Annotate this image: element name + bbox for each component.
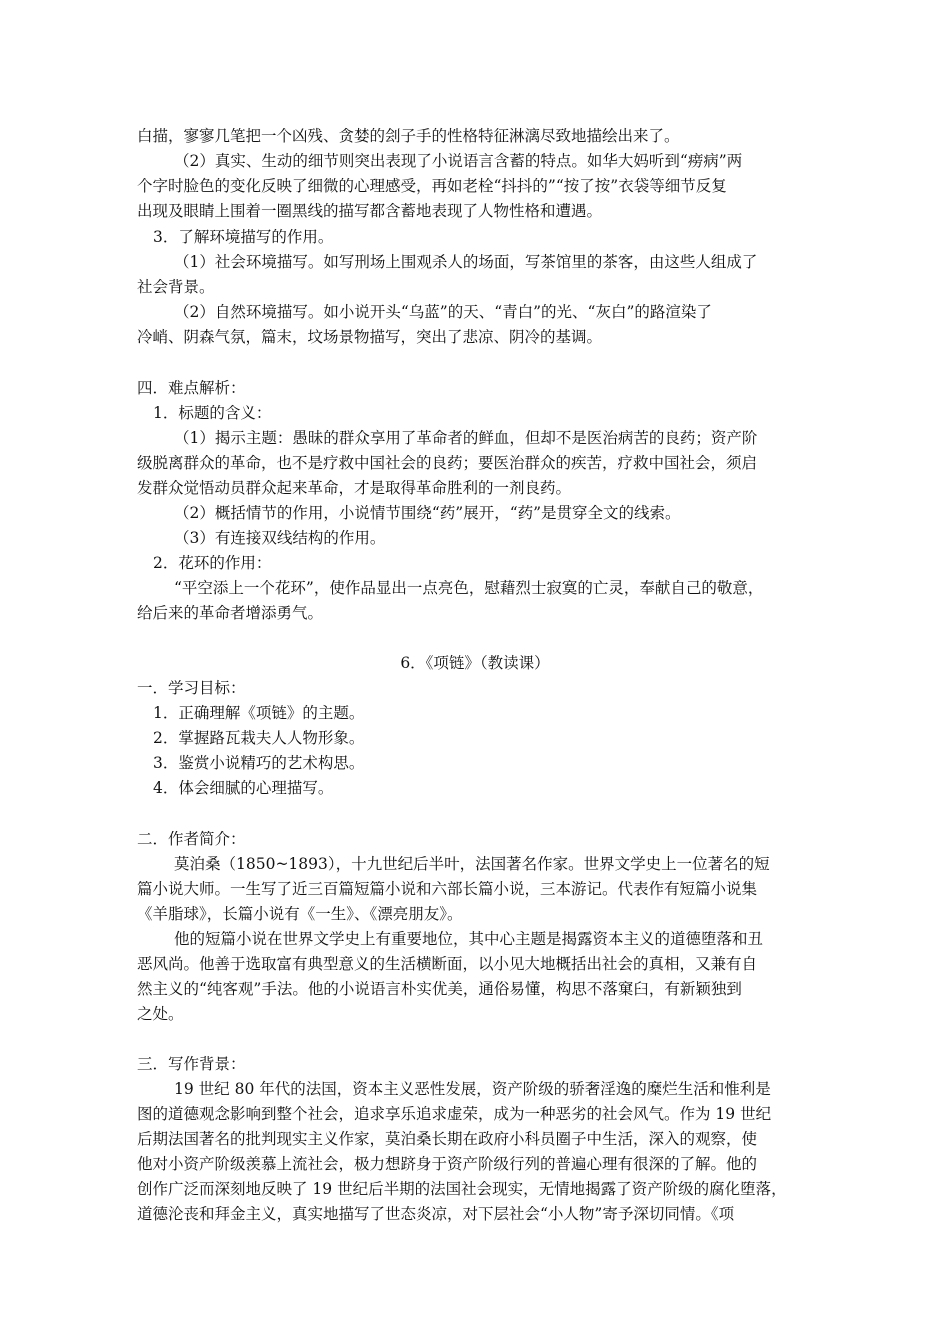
paragraph-line: 图的道德观念影响到整个社会，追求享乐追求虚荣，成为一种恶劣的社会风气。作为 19 世纪 xyxy=(137,1105,772,1123)
paragraph-line: 冷峭、阴森气氛，篇末，坟场景物描写，突出了悲凉、阴冷的基调。 xyxy=(137,328,603,346)
paragraph-line: 创作广泛而深刻地反映了 19 世纪后半期的法国社会现实，无情地揭露了资产阶级的腐化堕落， xyxy=(137,1180,787,1198)
list-item: 3．了解环境描写的作用。 xyxy=(153,228,334,246)
paragraph-line: （2）概括情节的作用，小说情节围绕“药”展开，“药”是贯穿全文的线索。 xyxy=(174,504,681,522)
paragraph-line: 道德沦丧和拜金主义，真实地描写了世态炎凉，对下层社会“小人物”寄予深切同情。《项 xyxy=(137,1205,735,1223)
paragraph-line: 给后来的革命者增添勇气。 xyxy=(137,604,324,622)
paragraph-line: （1）揭示主题：愚昧的群众享用了革命者的鲜血，但却不是医治病苦的良药；资产阶 xyxy=(174,429,758,447)
section-heading: 四．难点解析： xyxy=(137,379,246,397)
paragraph-line: 他的短篇小说在世界文学史上有重要地位，其中心主题是揭露资本主义的道德堕落和丑 xyxy=(174,930,764,948)
paragraph-line: 个字时脸色的变化反映了细微的心理感受，再如老栓“抖抖的”“按了按”衣袋等细节反复 xyxy=(137,177,727,195)
paragraph-line: 篇小说大师。一生写了近三百篇短篇小说和六部长篇小说，三本游记。代表作有短篇小说集 xyxy=(137,880,758,898)
section-heading: 二．作者简介： xyxy=(137,830,246,848)
section-heading: 三．写作背景： xyxy=(137,1055,246,1073)
paragraph-line: 级脱离群众的革命，也不是疗救中国社会的良药；要医治群众的疾苦，疗救中国社会，须启 xyxy=(137,454,758,472)
paragraph-line: 莫泊桑（1850~1893），十九世纪后半叶，法国著名作家。世界文学史上一位著名的短 xyxy=(174,855,770,873)
lesson-title: 6．《项链》（教读课） xyxy=(400,654,550,672)
paragraph-line: 恶风尚。他善于选取富有典型意义的生活横断面，以小见大地概括出社会的真相，又兼有自 xyxy=(137,955,758,973)
list-item: 1．标题的含义： xyxy=(153,404,272,422)
paragraph-line: （2）自然环境描写。如小说开头“乌蓝”的天、“青白”的光、“灰白”的路渲染了 xyxy=(174,303,712,321)
paragraph-line: 《羊脂球》，长篇小说有《一生》、《漂亮朋友》。 xyxy=(137,905,463,923)
list-item: 2．掌握路瓦栽夫人人物形象。 xyxy=(153,729,365,747)
paragraph-line: 然主义的“纯客观”手法。他的小说语言朴实优美，通俗易懂，构思不落窠臼，有新颖独到 xyxy=(137,980,742,998)
paragraph-line: 后期法国著名的批判现实主义作家，莫泊桑长期在政府小科员圈子中生活，深入的观察，使 xyxy=(137,1130,758,1148)
paragraph-line: （2）真实、生动的细节则突出表现了小说语言含蓄的特点。如华大妈听到“痨病”两 xyxy=(174,152,743,170)
paragraph-line: 白描，寥寥几笔把一个凶残、贪婪的刽子手的性格特征淋漓尽致地描绘出来了。 xyxy=(137,127,680,145)
paragraph-line: 之处。 xyxy=(137,1005,184,1023)
list-item: 3．鉴赏小说精巧的艺术构思。 xyxy=(153,754,365,772)
paragraph-line: 发群众觉悟动员群众起来革命，才是取得革命胜利的一剂良药。 xyxy=(137,479,572,497)
list-item: 4．体会细腻的心理描写。 xyxy=(153,779,334,797)
list-item: 1．正确理解《项链》的主题。 xyxy=(153,704,365,722)
paragraph-line: 出现及眼睛上围着一圈黑线的描写都含蓄地表现了人物性格和遭遇。 xyxy=(137,202,603,220)
paragraph-line: “平空添上一个花环”，使作品显出一点亮色，慰藉烈士寂寞的亡灵，奉献自己的敬意， xyxy=(174,579,764,597)
section-heading: 一．学习目标： xyxy=(137,679,246,697)
paragraph-line: （3）有连接双线结构的作用。 xyxy=(174,529,386,547)
paragraph-line: （1）社会环境描写。如写刑场上围观杀人的场面，写茶馆里的茶客，由这些人组成了 xyxy=(174,253,758,271)
paragraph-line: 社会背景。 xyxy=(137,278,215,296)
paragraph-line: 19 世纪 80 年代的法国，资本主义恶性发展，资产阶级的骄奢淫逸的糜烂生活和惟利是 xyxy=(174,1080,771,1098)
paragraph-line: 他对小资产阶级羡慕上流社会，极力想跻身于资产阶级行列的普遍心理有很深的了解。他的 xyxy=(137,1155,758,1173)
list-item: 2．花环的作用： xyxy=(153,554,272,572)
